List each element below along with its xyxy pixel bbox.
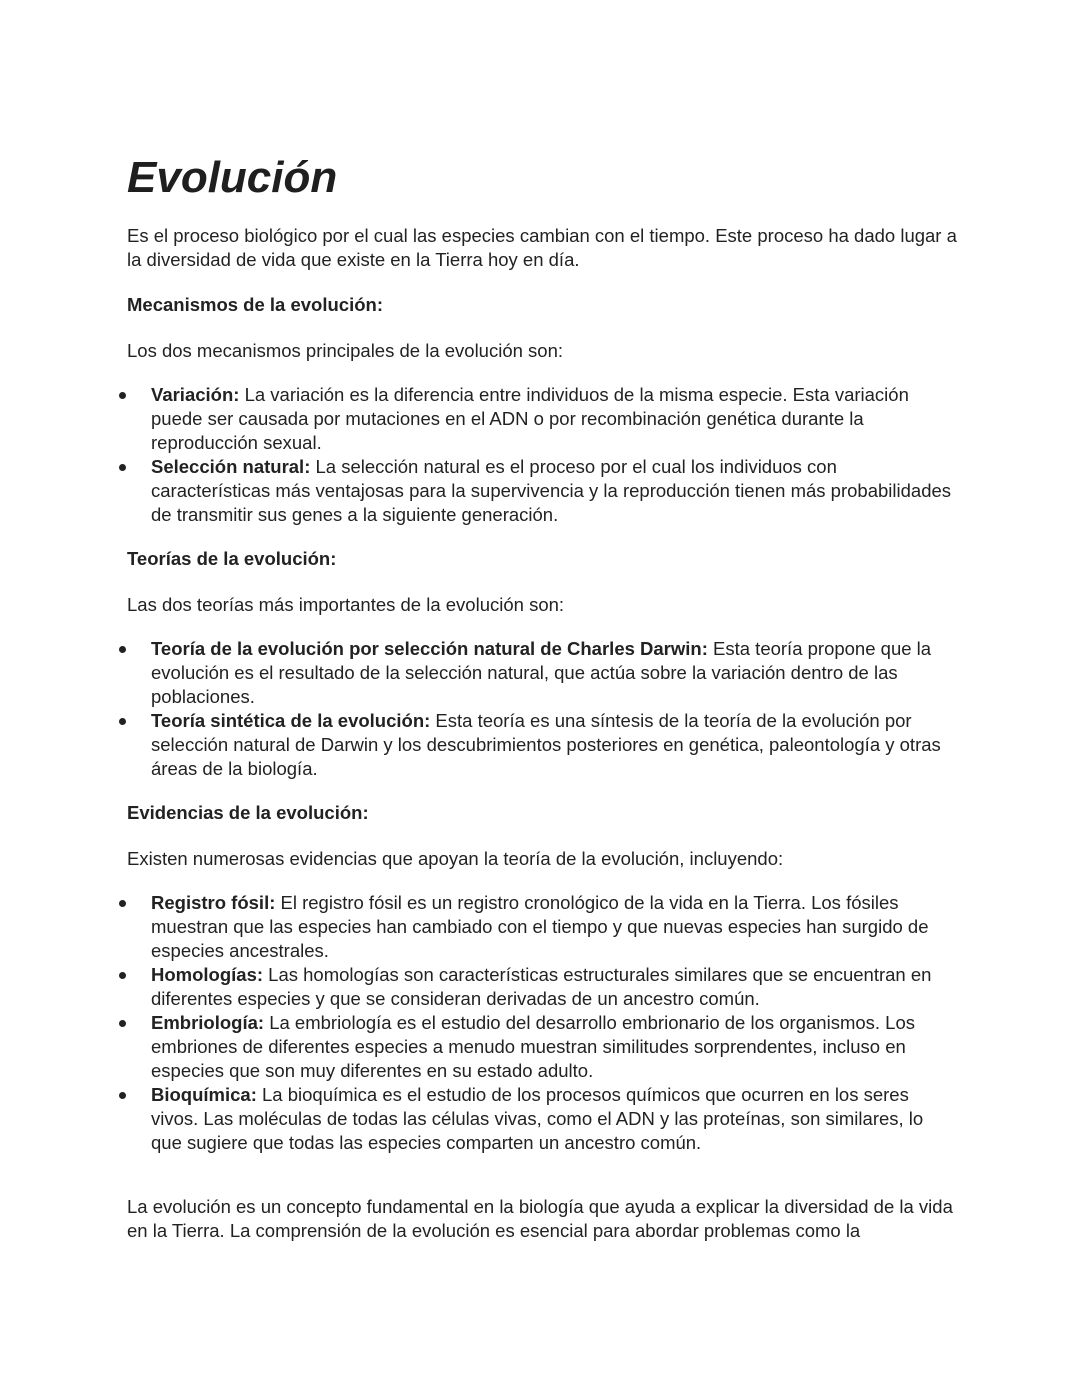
bullet-icon xyxy=(119,646,126,653)
item-text: La bioquímica es el estudio de los procesos químicos que ocurren en los seres vivos. Las moléculas de todas las células vivas, como el ADN y las proteínas, son similares, lo que sugiere que todas las especies comparten un ancestro común. xyxy=(151,1084,924,1153)
list-item xyxy=(127,709,957,781)
bullet-icon xyxy=(119,464,126,471)
bullet-icon xyxy=(119,392,126,399)
item-text: La variación es la diferencia entre individuos de la misma especie. Esta variación puede ser causada por mutaciones en el ADN o por recombinación genética durante la reproducción sexual. xyxy=(151,384,909,453)
item-text: Esta teoría propone que la evolución es el resultado de la selección natural, que actúa sobre la variación dentro de las poblaciones. xyxy=(151,638,932,707)
item-term: Variación: xyxy=(151,384,240,405)
item-term: Embriología: xyxy=(151,1012,265,1033)
section-evidencias xyxy=(127,801,957,1155)
list-item xyxy=(127,891,957,963)
item-term: Teoría sintética de la evolución: xyxy=(151,710,431,731)
bullet-list xyxy=(127,637,957,781)
list-item xyxy=(127,383,957,455)
bullet-icon xyxy=(119,972,126,979)
section-lead: Existen numerosas evidencias que apoyan la teoría de la evolución, incluyendo: xyxy=(127,848,784,869)
bullet-icon xyxy=(119,1092,126,1099)
section-heading: Mecanismos de la evolución: xyxy=(127,294,383,315)
page-title: Evolución xyxy=(127,153,338,202)
bullet-list xyxy=(127,383,957,527)
section-heading: Teorías de la evolución: xyxy=(127,548,337,569)
bullet-icon xyxy=(119,900,126,907)
list-item xyxy=(127,1011,957,1083)
section-mecanismos xyxy=(127,293,957,527)
closing-paragraph: La evolución es un concepto fundamental en la biología que ayuda a explicar la diversidad de la vida en la Tierra. La comprensión de la evolución es esencial para abordar problemas como la xyxy=(127,1196,953,1241)
section-lead: Las dos teorías más importantes de la evolución son: xyxy=(127,594,565,615)
item-text: La embriología es el estudio del desarrollo embrionario de los organismos. Los embriones de diferentes especies a menudo muestran similitudes sorprendentes, incluso en especies que son muy diferentes en su estado adulto. xyxy=(151,1012,916,1081)
intro-paragraph: Es el proceso biológico por el cual las especies cambian con el tiempo. Este proceso ha dado lugar a la diversidad de vida que existe en la Tierra hoy en día. xyxy=(127,225,957,270)
item-term: Teoría de la evolución por selección natural de Charles Darwin: xyxy=(151,638,708,659)
document-page xyxy=(127,150,957,1243)
section-heading: Evidencias de la evolución: xyxy=(127,802,369,823)
section-lead: Los dos mecanismos principales de la evolución son: xyxy=(127,340,564,361)
list-item xyxy=(127,637,957,709)
bullet-list xyxy=(127,891,957,1155)
item-text: El registro fósil es un registro cronológico de la vida en la Tierra. Los fósiles muestran que las especies han cambiado con el tiempo y que nuevas especies han surgido de especies ancestrales. xyxy=(151,892,929,961)
bullet-icon xyxy=(119,718,126,725)
item-term: Homologías: xyxy=(151,964,264,985)
item-term: Registro fósil: xyxy=(151,892,276,913)
item-text: Las homologías son características estructurales similares que se encuentran en diferentes especies y que se consideran derivadas de un ancestro común. xyxy=(151,964,932,1009)
item-text: Esta teoría es una síntesis de la teoría de la evolución por selección natural de Darwin y los descubrimientos posteriores en genética, paleontología y otras áreas de la biología. xyxy=(151,710,941,779)
item-text: La selección natural es el proceso por el cual los individuos con características más ventajosas para la supervivencia y la reproducción tienen más probabilidades de transmitir sus genes a la siguiente generación. xyxy=(151,456,952,525)
item-term: Bioquímica: xyxy=(151,1084,257,1105)
list-item xyxy=(127,963,957,1011)
section-teorias xyxy=(127,547,957,781)
list-item xyxy=(127,1083,957,1155)
bullet-icon xyxy=(119,1020,126,1027)
item-term: Selección natural: xyxy=(151,456,311,477)
list-item xyxy=(127,455,957,527)
